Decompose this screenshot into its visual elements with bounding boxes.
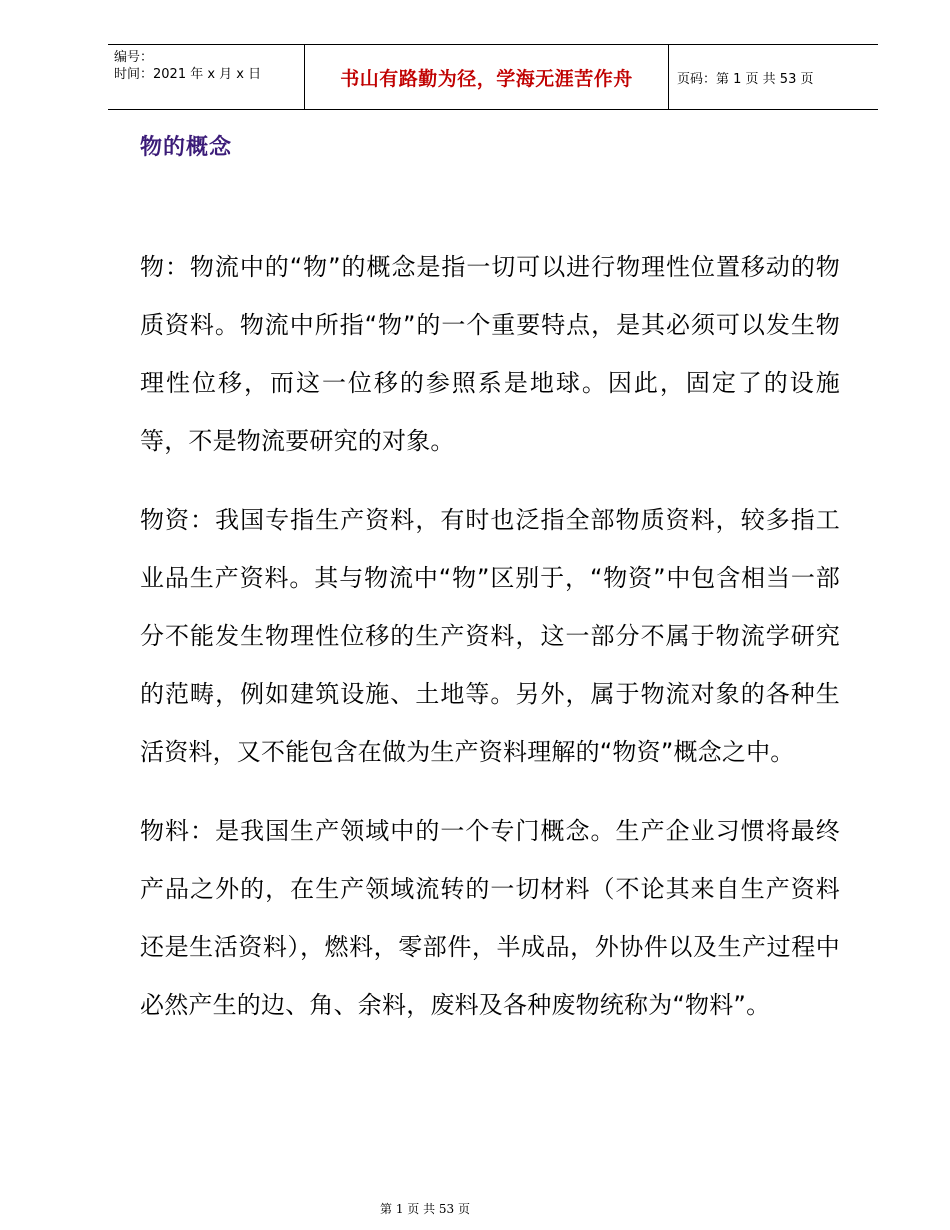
header-page-code: 页码：第 1 页 共 53 页	[677, 71, 814, 87]
header-time-label: 时间：2021 年 x 月 x 日	[114, 67, 262, 82]
paragraph-wuliao: 物料：是我国生产领域中的一个专门概念。生产企业习惯将最终产品之外的，在生产领域流转的一切材料（不论其来自生产资料还是生活资料），燃料，零部件，半成品，外协件以及生产过程中必然产生的边、角、余料，废料及各种废物统称为“物料”。	[140, 817, 840, 1019]
header-meta-cell	[108, 45, 305, 109]
header-motto: 书山有路勤为径，学海无涯苦作舟	[305, 45, 669, 109]
document-header	[108, 44, 878, 110]
document-title: 物的概念	[140, 135, 233, 160]
paragraph-wuzi: 物资：我国专指生产资料，有时也泛指全部物质资料，较多指工业品生产资料。其与物流中“物”区别于，“物资”中包含相当一部分不能发生物理性位移的生产资料，这一部分不属于物流学研究的范畴，例如建筑设施、土地等。另外，属于物流对象的各种生活资料，又不能包含在做为生产资料理解的“物资”概念之中。	[140, 506, 840, 766]
header-number-label: 编号：	[114, 50, 154, 65]
page-footer: 第 1 页 共 53 页	[380, 1202, 470, 1216]
document-body	[140, 238, 840, 1055]
paragraph-wu: 物：物流中的“物”的概念是指一切可以进行物理性位置移动的物质资料。物流中所指“物”的一个重要特点，是其必须可以发生物理性位移，而这一位移的参照系是地球。因此，固定了的设施等，不是物流要研究的对象。	[140, 253, 840, 455]
